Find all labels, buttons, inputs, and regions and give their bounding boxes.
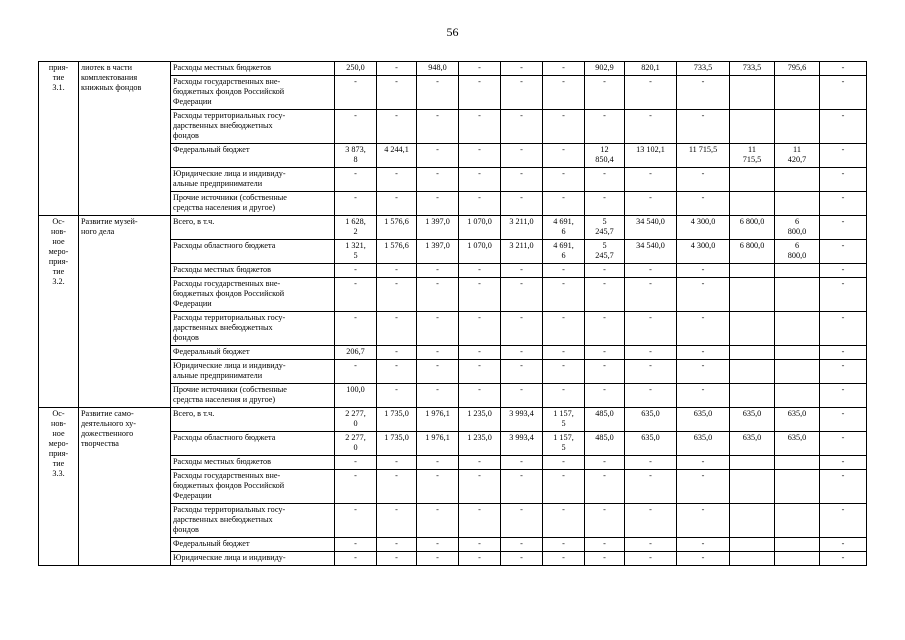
value-cell: 1 735,0 <box>377 408 417 432</box>
value-cell: - <box>820 552 867 566</box>
event-title-cell: лиотек в части комплектования книжных фондов <box>79 62 171 216</box>
value-cell: - <box>585 168 625 192</box>
value-cell: - <box>501 62 543 76</box>
value-cell: - <box>377 264 417 278</box>
value-cell: - <box>417 168 459 192</box>
value-cell <box>730 110 775 144</box>
value-cell <box>775 384 820 408</box>
funding-source-cell: Расходы местных бюджетов <box>171 264 335 278</box>
value-cell: 3 211,0 <box>501 216 543 240</box>
value-cell: - <box>417 264 459 278</box>
value-cell: - <box>585 110 625 144</box>
value-cell: - <box>377 470 417 504</box>
value-cell: - <box>820 360 867 384</box>
value-cell: - <box>501 278 543 312</box>
value-cell: - <box>677 360 730 384</box>
value-cell: - <box>820 240 867 264</box>
value-cell: - <box>820 110 867 144</box>
value-cell <box>730 470 775 504</box>
value-cell: - <box>625 110 677 144</box>
funding-source-cell: Всего, в т.ч. <box>171 216 335 240</box>
value-cell: 2 277, 0 <box>335 408 377 432</box>
value-cell: - <box>543 278 585 312</box>
funding-source-cell: Расходы государственных вне- бюджетных фондов Российской Федерации <box>171 76 335 110</box>
value-cell: - <box>459 470 501 504</box>
value-cell: 100,0 <box>335 384 377 408</box>
value-cell: - <box>820 346 867 360</box>
value-cell: - <box>677 192 730 216</box>
funding-source-cell: Всего, в т.ч. <box>171 408 335 432</box>
value-cell: 11 715,5 <box>677 144 730 168</box>
value-cell: - <box>543 192 585 216</box>
value-cell: 6 800,0 <box>775 240 820 264</box>
value-cell: - <box>677 538 730 552</box>
value-cell <box>775 552 820 566</box>
value-cell: 1 397,0 <box>417 240 459 264</box>
value-cell: - <box>543 504 585 538</box>
value-cell: - <box>377 504 417 538</box>
value-cell: - <box>625 76 677 110</box>
value-cell: - <box>501 110 543 144</box>
value-cell: - <box>820 216 867 240</box>
funding-source-cell: Расходы территориальных госу- дарственных внебюджетных фондов <box>171 110 335 144</box>
value-cell: - <box>459 168 501 192</box>
value-cell: 635,0 <box>677 408 730 432</box>
value-cell: 1 157, 5 <box>543 432 585 456</box>
value-cell: - <box>335 538 377 552</box>
value-cell: 250,0 <box>335 62 377 76</box>
value-cell: - <box>677 168 730 192</box>
value-cell: - <box>585 264 625 278</box>
value-cell: 635,0 <box>625 432 677 456</box>
funding-source-cell: Расходы территориальных госу- дарственных внебюджетных фондов <box>171 312 335 346</box>
value-cell: 34 540,0 <box>625 216 677 240</box>
value-cell: - <box>820 62 867 76</box>
value-cell: - <box>625 456 677 470</box>
value-cell: 485,0 <box>585 432 625 456</box>
value-cell <box>775 278 820 312</box>
value-cell: - <box>335 278 377 312</box>
value-cell: 948,0 <box>417 62 459 76</box>
value-cell: - <box>625 312 677 346</box>
value-cell: - <box>543 168 585 192</box>
value-cell: - <box>585 360 625 384</box>
value-cell: 1 321, 5 <box>335 240 377 264</box>
value-cell: - <box>585 504 625 538</box>
value-cell: - <box>585 384 625 408</box>
value-cell: 635,0 <box>677 432 730 456</box>
value-cell: 1 628, 2 <box>335 216 377 240</box>
value-cell: 3 993,4 <box>501 408 543 432</box>
value-cell: - <box>417 504 459 538</box>
value-cell: - <box>625 360 677 384</box>
value-cell: - <box>543 144 585 168</box>
value-cell: 902,9 <box>585 62 625 76</box>
value-cell: - <box>625 552 677 566</box>
value-cell: - <box>677 456 730 470</box>
page-number: 56 <box>446 25 459 39</box>
funding-source-cell: Прочие источники (собственные средства населения и другое) <box>171 384 335 408</box>
value-cell: - <box>625 470 677 504</box>
funding-source-cell: Юридические лица и индивиду- альные предприниматели <box>171 168 335 192</box>
value-cell: - <box>417 552 459 566</box>
value-cell: - <box>459 144 501 168</box>
value-cell: 11 715,5 <box>730 144 775 168</box>
value-cell: - <box>459 346 501 360</box>
value-cell <box>775 346 820 360</box>
value-cell: - <box>459 278 501 312</box>
funding-source-cell: Расходы местных бюджетов <box>171 456 335 470</box>
value-cell: 4 244,1 <box>377 144 417 168</box>
value-cell: - <box>677 470 730 504</box>
value-cell: - <box>820 264 867 278</box>
value-cell: 6 800,0 <box>775 216 820 240</box>
value-cell: 485,0 <box>585 408 625 432</box>
event-title-cell: Развитие музей- ного дела <box>79 216 171 408</box>
value-cell: - <box>543 264 585 278</box>
value-cell: 5 245,7 <box>585 240 625 264</box>
value-cell <box>730 312 775 346</box>
value-cell: 1 070,0 <box>459 216 501 240</box>
value-cell: - <box>335 192 377 216</box>
value-cell: 1 976,1 <box>417 432 459 456</box>
value-cell: - <box>625 504 677 538</box>
value-cell: - <box>459 456 501 470</box>
value-cell: - <box>459 62 501 76</box>
value-cell: - <box>543 384 585 408</box>
value-cell: - <box>543 62 585 76</box>
value-cell: 733,5 <box>730 62 775 76</box>
value-cell: 12 850,4 <box>585 144 625 168</box>
funding-source-cell: Расходы областного бюджета <box>171 240 335 264</box>
value-cell: - <box>417 110 459 144</box>
value-cell: - <box>585 192 625 216</box>
value-cell: - <box>543 360 585 384</box>
value-cell <box>775 168 820 192</box>
value-cell: 3 211,0 <box>501 240 543 264</box>
value-cell: 635,0 <box>730 408 775 432</box>
value-cell: 1 235,0 <box>459 408 501 432</box>
value-cell: - <box>543 552 585 566</box>
funding-source-cell: Федеральный бюджет <box>171 538 335 552</box>
value-cell: - <box>677 278 730 312</box>
value-cell: 3 993,4 <box>501 432 543 456</box>
value-cell: - <box>820 192 867 216</box>
value-cell: - <box>377 278 417 312</box>
funding-source-cell: Юридические лица и индивиду- альные предприниматели <box>171 360 335 384</box>
value-cell: 4 691, 6 <box>543 216 585 240</box>
budget-table <box>38 61 867 566</box>
value-cell <box>730 360 775 384</box>
value-cell: - <box>417 384 459 408</box>
value-cell: - <box>820 504 867 538</box>
value-cell: 6 800,0 <box>730 216 775 240</box>
value-cell: - <box>335 76 377 110</box>
funding-source-cell: Расходы территориальных госу- дарственных внебюджетных фондов <box>171 504 335 538</box>
value-cell: - <box>417 456 459 470</box>
value-cell: 5 245,7 <box>585 216 625 240</box>
value-cell: - <box>501 346 543 360</box>
value-cell <box>730 504 775 538</box>
value-cell: 1 576,6 <box>377 216 417 240</box>
funding-source-cell: Федеральный бюджет <box>171 346 335 360</box>
value-cell: - <box>459 76 501 110</box>
funding-source-cell: Расходы государственных вне- бюджетных фондов Российской Федерации <box>171 278 335 312</box>
value-cell: 4 691, 6 <box>543 240 585 264</box>
value-cell: - <box>501 384 543 408</box>
value-cell <box>775 312 820 346</box>
value-cell: 635,0 <box>775 408 820 432</box>
value-cell: - <box>625 346 677 360</box>
value-cell: - <box>585 470 625 504</box>
value-cell: - <box>820 312 867 346</box>
value-cell: - <box>820 76 867 110</box>
event-number-cell: прия- тие 3.1. <box>39 62 79 216</box>
value-cell: - <box>585 538 625 552</box>
value-cell: - <box>625 538 677 552</box>
value-cell: - <box>377 456 417 470</box>
event-number-cell: Ос- нов- ное меро- прия- тие 3.3. <box>39 408 79 566</box>
value-cell: - <box>585 76 625 110</box>
value-cell: 34 540,0 <box>625 240 677 264</box>
value-cell: - <box>335 110 377 144</box>
value-cell: - <box>377 168 417 192</box>
value-cell: - <box>377 360 417 384</box>
value-cell: - <box>501 312 543 346</box>
value-cell: - <box>501 76 543 110</box>
value-cell <box>730 76 775 110</box>
value-cell <box>730 278 775 312</box>
value-cell <box>775 264 820 278</box>
value-cell <box>775 504 820 538</box>
value-cell <box>730 384 775 408</box>
value-cell: - <box>501 504 543 538</box>
value-cell: - <box>625 264 677 278</box>
value-cell: - <box>820 432 867 456</box>
table-row <box>39 62 867 76</box>
value-cell: - <box>820 456 867 470</box>
value-cell: - <box>820 408 867 432</box>
value-cell: 635,0 <box>730 432 775 456</box>
value-cell: - <box>501 470 543 504</box>
value-cell: 1 576,6 <box>377 240 417 264</box>
value-cell: - <box>459 192 501 216</box>
value-cell <box>775 110 820 144</box>
value-cell: - <box>543 456 585 470</box>
value-cell: 11 420,7 <box>775 144 820 168</box>
value-cell: - <box>677 110 730 144</box>
value-cell: - <box>677 346 730 360</box>
value-cell: 795,6 <box>775 62 820 76</box>
value-cell: - <box>677 384 730 408</box>
value-cell <box>730 456 775 470</box>
value-cell: - <box>459 110 501 144</box>
value-cell <box>775 360 820 384</box>
value-cell <box>775 456 820 470</box>
value-cell: - <box>377 110 417 144</box>
value-cell: - <box>335 312 377 346</box>
value-cell: - <box>585 552 625 566</box>
value-cell: - <box>501 168 543 192</box>
value-cell: 4 300,0 <box>677 240 730 264</box>
value-cell: 1 397,0 <box>417 216 459 240</box>
value-cell: - <box>677 76 730 110</box>
value-cell: - <box>677 552 730 566</box>
table-row <box>39 408 867 432</box>
value-cell: 13 102,1 <box>625 144 677 168</box>
value-cell: - <box>335 456 377 470</box>
funding-source-cell: Прочие источники (собственные средства населения и другое) <box>171 192 335 216</box>
value-cell: 820,1 <box>625 62 677 76</box>
value-cell: - <box>459 312 501 346</box>
value-cell: - <box>417 346 459 360</box>
value-cell: - <box>377 312 417 346</box>
value-cell: - <box>417 360 459 384</box>
value-cell: 1 157, 5 <box>543 408 585 432</box>
value-cell: - <box>625 192 677 216</box>
funding-source-cell: Расходы местных бюджетов <box>171 62 335 76</box>
value-cell <box>730 538 775 552</box>
value-cell: - <box>585 312 625 346</box>
value-cell <box>730 552 775 566</box>
event-title-cell: Развитие само- деятельного ху- дожественного творчества <box>79 408 171 566</box>
value-cell: 206,7 <box>335 346 377 360</box>
value-cell: - <box>459 504 501 538</box>
value-cell: - <box>335 552 377 566</box>
value-cell: - <box>543 538 585 552</box>
value-cell: - <box>543 312 585 346</box>
value-cell: - <box>820 168 867 192</box>
value-cell: 635,0 <box>625 408 677 432</box>
value-cell: - <box>543 346 585 360</box>
value-cell: - <box>459 552 501 566</box>
value-cell: - <box>459 538 501 552</box>
value-cell: - <box>335 360 377 384</box>
value-cell: - <box>543 76 585 110</box>
value-cell: 1 976,1 <box>417 408 459 432</box>
value-cell <box>775 76 820 110</box>
value-cell: - <box>585 278 625 312</box>
value-cell: - <box>335 168 377 192</box>
value-cell: - <box>459 384 501 408</box>
value-cell: - <box>417 538 459 552</box>
value-cell: - <box>501 144 543 168</box>
value-cell <box>730 168 775 192</box>
value-cell: 6 800,0 <box>730 240 775 264</box>
value-cell: - <box>677 312 730 346</box>
value-cell: - <box>501 192 543 216</box>
event-number-cell: Ос- нов- ное меро- прия- тие 3.2. <box>39 216 79 408</box>
value-cell: - <box>377 384 417 408</box>
value-cell: - <box>377 76 417 110</box>
value-cell: - <box>335 504 377 538</box>
value-cell: - <box>377 62 417 76</box>
value-cell: 2 277, 0 <box>335 432 377 456</box>
funding-source-cell: Расходы областного бюджета <box>171 432 335 456</box>
value-cell: 635,0 <box>775 432 820 456</box>
funding-source-cell: Юридические лица и индивиду- <box>171 552 335 566</box>
value-cell <box>775 192 820 216</box>
budget-table-body <box>39 62 867 566</box>
value-cell: - <box>625 278 677 312</box>
value-cell: - <box>459 264 501 278</box>
value-cell: - <box>377 346 417 360</box>
value-cell: 4 300,0 <box>677 216 730 240</box>
value-cell: - <box>625 384 677 408</box>
value-cell: - <box>501 538 543 552</box>
value-cell: - <box>417 470 459 504</box>
value-cell: - <box>820 538 867 552</box>
value-cell: - <box>543 110 585 144</box>
value-cell: - <box>377 538 417 552</box>
table-row <box>39 216 867 240</box>
value-cell: - <box>417 312 459 346</box>
value-cell: - <box>677 264 730 278</box>
value-cell: - <box>459 360 501 384</box>
value-cell <box>775 470 820 504</box>
value-cell: - <box>377 192 417 216</box>
value-cell: - <box>417 76 459 110</box>
value-cell: 733,5 <box>677 62 730 76</box>
value-cell: - <box>417 144 459 168</box>
value-cell: - <box>820 278 867 312</box>
value-cell <box>775 538 820 552</box>
funding-source-cell: Расходы государственных вне- бюджетных фондов Российской Федерации <box>171 470 335 504</box>
value-cell: - <box>501 264 543 278</box>
value-cell: - <box>501 456 543 470</box>
value-cell: - <box>677 504 730 538</box>
value-cell: - <box>501 360 543 384</box>
value-cell <box>730 346 775 360</box>
value-cell: - <box>377 552 417 566</box>
value-cell: 3 873, 8 <box>335 144 377 168</box>
funding-source-cell: Федеральный бюджет <box>171 144 335 168</box>
value-cell: - <box>417 192 459 216</box>
value-cell: - <box>820 470 867 504</box>
value-cell <box>730 192 775 216</box>
value-cell <box>730 264 775 278</box>
value-cell: - <box>820 144 867 168</box>
value-cell: 1 070,0 <box>459 240 501 264</box>
value-cell: - <box>335 264 377 278</box>
value-cell: - <box>625 168 677 192</box>
value-cell: - <box>543 470 585 504</box>
value-cell: - <box>820 384 867 408</box>
value-cell: - <box>335 470 377 504</box>
value-cell: - <box>417 278 459 312</box>
value-cell: - <box>585 456 625 470</box>
value-cell: 1 735,0 <box>377 432 417 456</box>
value-cell: - <box>585 346 625 360</box>
value-cell: - <box>501 552 543 566</box>
value-cell: 1 235,0 <box>459 432 501 456</box>
